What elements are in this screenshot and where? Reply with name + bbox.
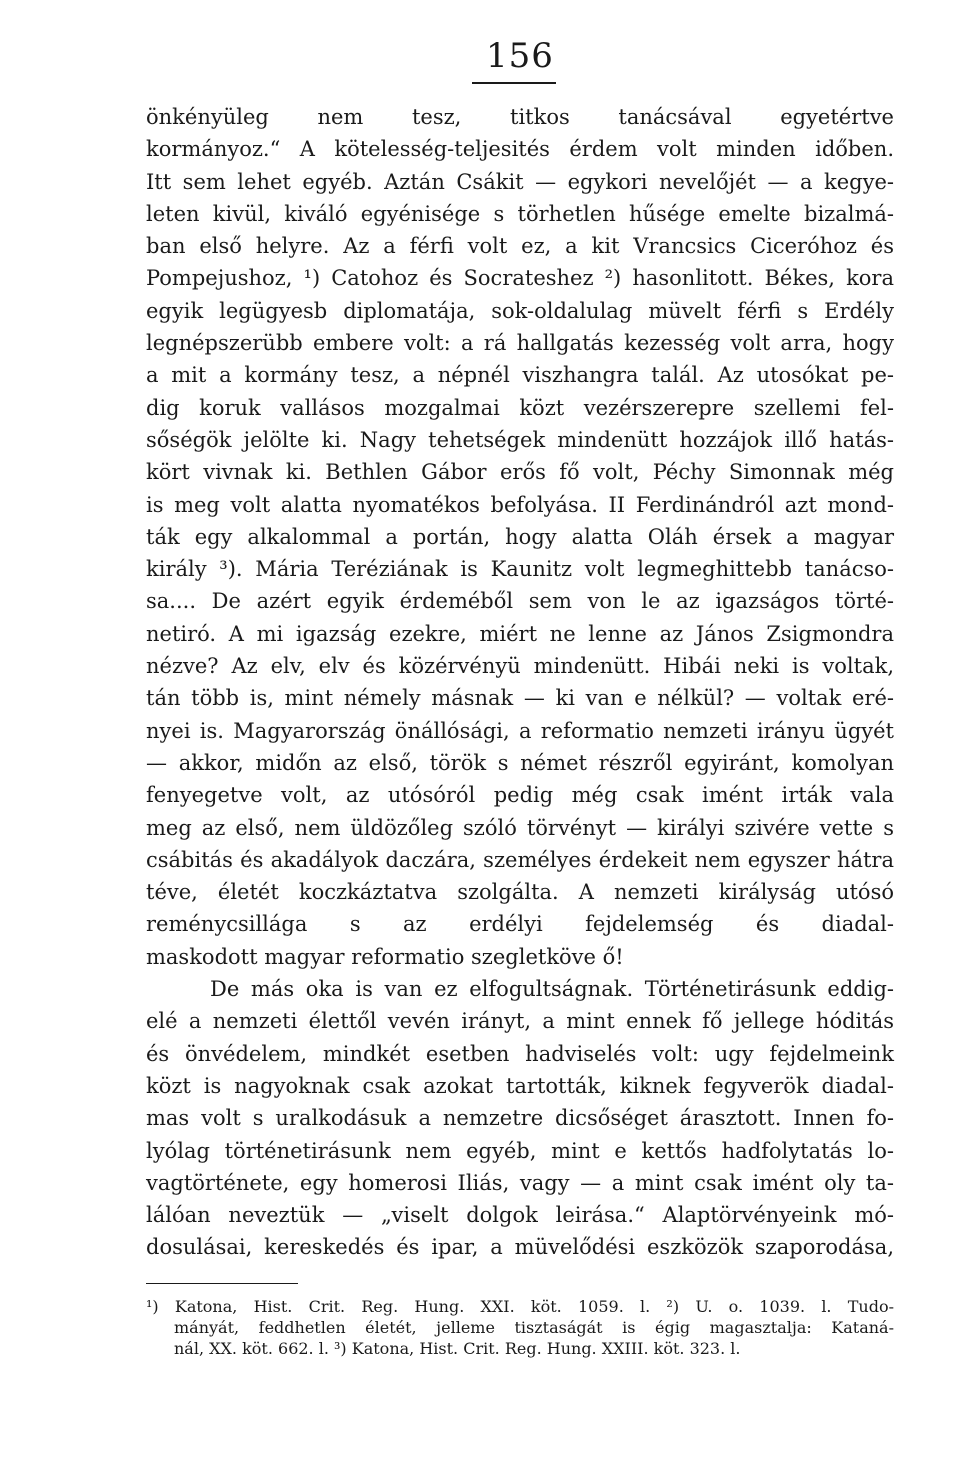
text-line: ban első helyre. Az a férfi volt ez, a kit Vrancsics Ciceróhoz és xyxy=(146,234,894,259)
text-line: sőségök jelölte ki. Nagy tehetségek mindenütt hozzájok illő hatás- xyxy=(146,427,894,452)
text-line: meg az első, nem üldözőleg szóló törvényt — királyi szivére vette s xyxy=(146,815,894,840)
text-line: elé a nemzeti élettől vevén irányt, a mint ennek fő jellege hóditás xyxy=(146,1009,894,1034)
text-line: De más oka is van ez elfogultságnak. Történetirásunk eddig- xyxy=(210,977,894,1002)
text-line: a mit a kormány tesz, a népnél viszhangra talál. Az utosókat pe- xyxy=(146,363,894,388)
text-line: legnépszerübb embere volt: a rá hallgatás kezesség volt arra, hogy xyxy=(146,331,894,356)
text-line: mas volt s uralkodásuk a nemzetre dicsőséget árasztott. Innen fo- xyxy=(146,1106,894,1131)
footnote-rule xyxy=(146,1283,298,1284)
text-line: téve, életét koczkáztatva szolgálta. A nemzeti királyság utósó xyxy=(146,880,894,905)
text-line: is meg volt alatta nyomatékos befolyása. II Ferdinándról azt mond- xyxy=(146,492,894,517)
text-line: közt is nagyoknak csak azokat tartották, kiknek fegyverök diadal- xyxy=(146,1073,894,1098)
page-number: 156 xyxy=(486,36,554,76)
footnote-line: nál, XX. köt. 662. l. ³) Katona, Hist. Crit. Reg. Hung. XXIII. köt. 323. l. xyxy=(174,1339,741,1358)
text-line: dig koruk vallásos mozgalmai közt vezérszerepre szellemi fel- xyxy=(146,395,894,420)
header-rule xyxy=(472,82,556,84)
footnote-line: ¹) Katona, Hist. Crit. Reg. Hung. XXI. köt. 1059. l. ²) U. o. 1039. l. Tudo- xyxy=(146,1297,894,1316)
body-text xyxy=(146,101,894,1264)
text-line: önkényüleg nem tesz, titkos tanácsával egyetértve xyxy=(146,105,894,129)
text-line: reménycsillága s az erdélyi fejdelemség és diadal- xyxy=(146,912,894,937)
text-line: tán több is, mint némely másnak — ki van e nélkül? — voltak eré- xyxy=(146,686,894,711)
text-line: dosulásai, kereskedés és ipar, a müvelődési eszközök szaporodása, xyxy=(146,1235,894,1260)
text-line: lyólag történetirásunk nem egyéb, mint e kettős hadfolytatás lo- xyxy=(146,1138,894,1163)
text-line: leten kivül, kiváló egyénisége s törhetlen hűsége emelte bizalmá- xyxy=(146,201,894,226)
text-line: kormányoz.“ A kötelesség-teljesités érdem volt minden időben. xyxy=(146,137,894,162)
text-line: vagtörténete, egy homerosi Iliás, vagy — a mint csak imént oly ta- xyxy=(146,1170,894,1195)
text-line: sa.... De azért egyik érdeméből sem von le az igazságos törté- xyxy=(146,589,894,614)
text-line: maskodott magyar reformatio szegletköve ő! xyxy=(146,944,624,969)
text-line: — akkor, midőn az első, török s német részről egyiránt, komolyan xyxy=(146,750,894,775)
text-line: király ³). Mária Teréziának is Kaunitz volt legmeghittebb tanácso- xyxy=(146,557,894,582)
text-line: kört vivnak ki. Bethlen Gábor erős fő volt, Péchy Simonnak még xyxy=(146,460,894,485)
text-line: Itt sem lehet egyéb. Aztán Csákit — egykori nevelőjét — a kegye- xyxy=(146,169,894,194)
footnote-line: mányát, feddhetlen életét, jelleme tisztaságát is égig magasztalja: Kataná- xyxy=(174,1318,894,1337)
text-line: ták egy alkalommal a portán, hogy alatta Oláh érsek a magyar xyxy=(146,524,894,549)
text-line: és önvédelem, mindkét esetben hadviselés volt: ugy fejdelmeink xyxy=(146,1041,894,1066)
text-line: nyei is. Magyarország önállósági, a reformatio nemzeti irányu ügyét xyxy=(146,718,894,743)
text-line: nézve? Az elv, elv és közérvényü mindenütt. Hibái neki is voltak, xyxy=(146,654,894,679)
text-line: csábitás és akadályok daczára, személyes érdekeit nem egyszer hátra xyxy=(146,847,894,872)
text-line: netiró. A mi igazság ezekre, miért ne lenne az János Zsigmondra xyxy=(146,621,894,646)
text-line: fenyegetve volt, az utósóról pedig még csak imént irták vala xyxy=(146,783,894,808)
footnotes xyxy=(146,1296,894,1359)
text-line: egyik legügyesb diplomatája, sok-oldalulag müvelt férfi s Erdély xyxy=(146,298,894,323)
text-line: Pompejushoz, ¹) Catohoz és Socrateshez ²) hasonlitott. Békes, kora xyxy=(146,266,894,291)
text-line: lálóan neveztük — „viselt dolgok leirása.“ Alaptörvényeink mó- xyxy=(146,1203,894,1228)
